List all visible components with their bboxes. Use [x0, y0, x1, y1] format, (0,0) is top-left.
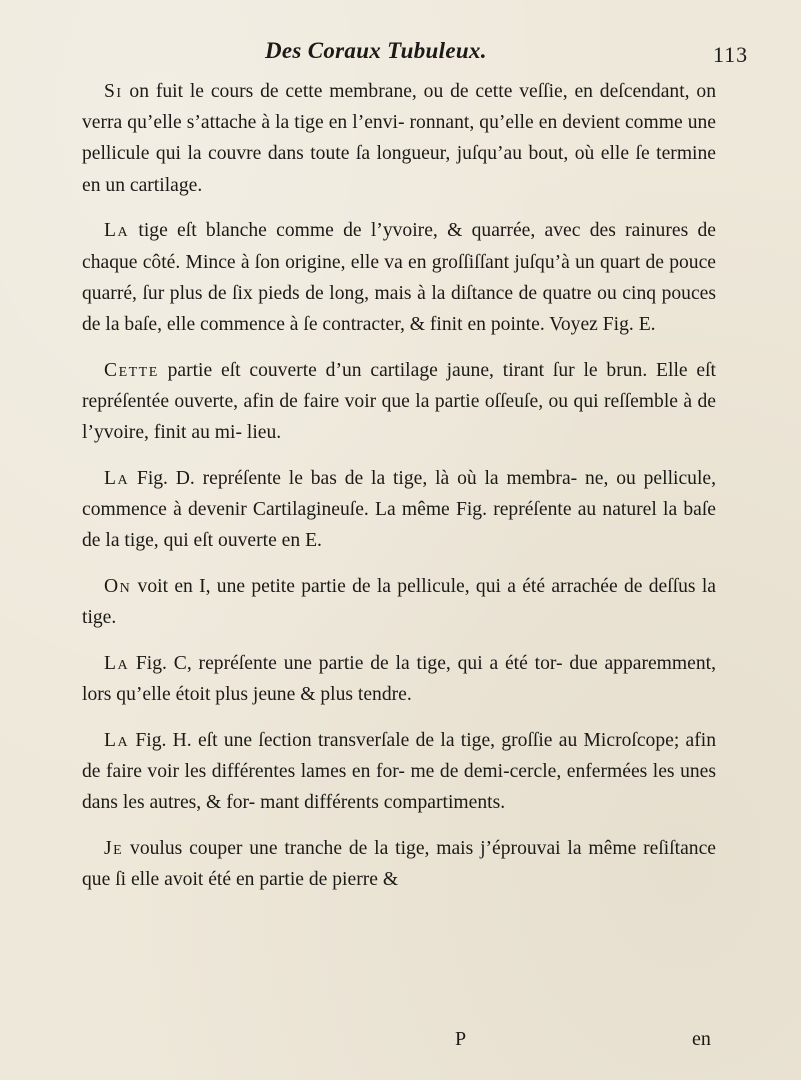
paragraph-6 — [82, 648, 716, 710]
paragraph-7-lead: La — [104, 729, 130, 751]
page-footer — [0, 1028, 801, 1058]
paragraph-7-text: Fig. H. eſt une ſection transverſale de la tige, groſſie au Microſcope; afin de faire voir les différentes lames en for- me de demi-cercle, enfermées les unes dans les autres, & for- mant différents compartiments. — [82, 729, 716, 814]
paragraph-2 — [82, 215, 716, 340]
running-head — [0, 38, 801, 72]
paragraph-1-lead: Si — [104, 81, 123, 102]
paragraph-6-text: Fig. C, repréſente une partie de la tige, qui a été tor- due apparemment, lors qu’elle étoit plus jeune & plus tendre. — [82, 652, 716, 705]
paragraph-5-lead: On — [104, 575, 132, 597]
paragraph-2-text: tige eſt blanche comme de l’yvoire, & quarrée, avec des rainures de chaque côté. Mince à ſon origine, elle va en groſſiſſant juſqu’à un quart de pouce quarré, ſur plus de ſix pieds de long, mais à la diſtance de quatre ou cinq pouces de la baſe, elle commence à ſe contracter, & finit en pointe. Voyez Fig. E. — [82, 220, 716, 335]
catchword: en — [692, 1028, 711, 1050]
paragraph-3 — [82, 355, 716, 449]
paragraph-4-lead: La — [104, 467, 130, 489]
paragraph-3-text: partie eſt couverte d’un cartilage jaune, tirant ſur le brun. Elle eſt repréſentée ouverte, afin de faire voir que la partie oſſeuſe, ou qui reſſemble à de l’yvoire, finit au mi- lieu. — [82, 359, 716, 444]
paragraph-6-lead: La — [104, 652, 130, 674]
paragraph-7 — [82, 725, 716, 819]
signature-mark: P — [455, 1028, 467, 1050]
paragraph-8 — [82, 833, 716, 895]
paragraph-3-lead: Cette — [104, 359, 159, 381]
paragraph-1 — [82, 76, 716, 201]
paragraph-4-text: Fig. D. repréſente le bas de la tige, là où la membra- ne, ou pellicule, commence à devenir Cartilagineuſe. La même Fig. repréſente au naturel la baſe de la tige, qui eſt ouverte en E. — [82, 467, 716, 552]
paragraph-5-text: voit en I, une petite partie de la pellicule, qui a été arrachée de deſſus la tige. — [82, 575, 716, 629]
paragraph-8-text: voulus couper une tranche de la tige, mais j’éprouvai la même reſiſtance que ſi elle avoit été en partie de pierre & — [82, 837, 716, 890]
page-number: 113 — [713, 42, 749, 67]
paragraph-5 — [82, 571, 716, 633]
paragraph-2-lead: La — [104, 220, 130, 242]
body-text — [82, 76, 716, 910]
running-title: Des Coraux Tubuleux. — [265, 38, 487, 63]
paragraph-4 — [82, 463, 716, 557]
paragraph-8-lead: Je — [104, 837, 124, 859]
paragraph-1-text: on fuit le cours de cette membrane, ou de cette veſſie, en deſcendant, on verra qu’elle s’attache à la tige en l’envi- ronnant, qu’elle en devient comme une pellicule qui la couvre dans toute ſa longueur, juſqu’au bout, où elle ſe termine en un cartilage. — [82, 81, 716, 196]
